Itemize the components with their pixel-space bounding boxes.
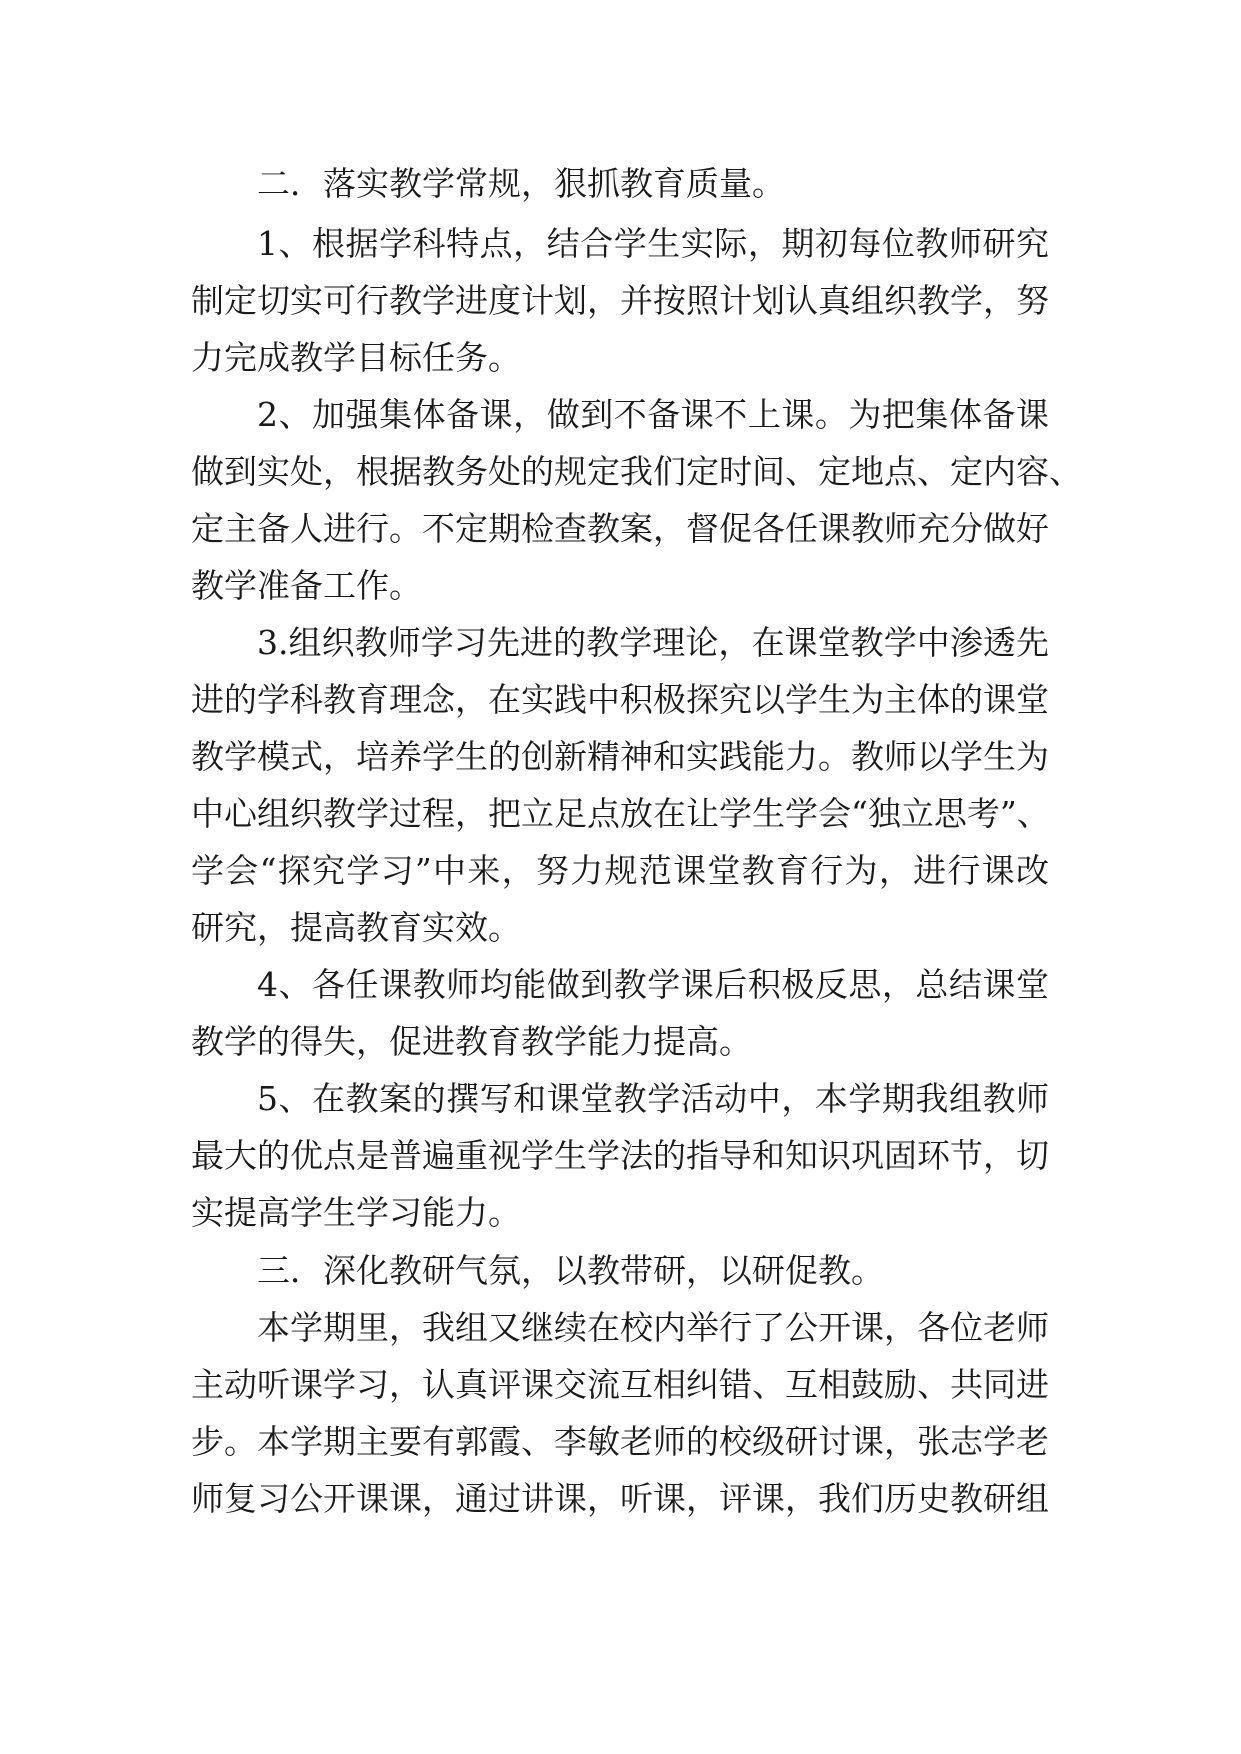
heading-section-3: 三．深化教研气氛，以教带研，以研促教。 xyxy=(257,1251,884,1290)
paragraph-line: 最大的优点是普遍重视学生学法的指导和知识巩固环节，切 xyxy=(191,1136,1049,1175)
paragraph-line: 实提高学生学习能力。 xyxy=(191,1193,521,1232)
paragraph-line: 4、各任课教师均能做到教学课后积极反思，总结课堂 xyxy=(257,965,1049,1004)
paragraph-line: 学会“探究学习”中来，努力规范课堂教育行为，进行课改 xyxy=(191,851,1049,890)
paragraph-line: 力完成教学目标任务。 xyxy=(191,338,521,377)
paragraph-line: 研究，提高教育实效。 xyxy=(191,908,521,947)
paragraph-line: 1、根据学科特点，结合学生实际，期初每位教师研究 xyxy=(257,224,1049,263)
paragraph-line: 2、加强集体备课，做到不备课不上课。为把集体备课 xyxy=(257,395,1049,434)
paragraph-line: 3.组织教师学习先进的教学理论，在课堂教学中渗透先 xyxy=(257,623,1049,662)
heading-section-2: 二．落实教学常规，狠抓教育质量。 xyxy=(257,164,785,203)
paragraph-line: 教学的得失，促进教育教学能力提高。 xyxy=(191,1022,752,1061)
paragraph-line: 主动听课学习，认真评课交流互相纠错、互相鼓励、共同进 xyxy=(191,1365,1049,1404)
paragraph-line: 定主备人进行。不定期检查教案，督促各任课教师充分做好 xyxy=(191,509,1049,548)
paragraph-line: 师复习公开课课，通过讲课，听课，评课，我们历史教研组 xyxy=(191,1479,1049,1518)
paragraph-line: 做到实处，根据教务处的规定我们定时间、定地点、定内容、 xyxy=(191,452,1082,491)
paragraph-line: 制定切实可行教学进度计划，并按照计划认真组织教学，努 xyxy=(191,281,1049,320)
paragraph-line: 5、在教案的撰写和课堂教学活动中，本学期我组教师 xyxy=(257,1079,1049,1118)
paragraph-line: 教学准备工作。 xyxy=(191,566,422,605)
paragraph-line: 进的学科教育理念，在实践中积极探究以学生为主体的课堂 xyxy=(191,680,1049,719)
paragraph-line: 教学模式，培养学生的创新精神和实践能力。教师以学生为 xyxy=(191,737,1049,776)
paragraph-line: 步。本学期主要有郭霞、李敏老师的校级研讨课，张志学老 xyxy=(191,1422,1049,1461)
paragraph-line: 本学期里，我组又继续在校内举行了公开课，各位老师 xyxy=(257,1308,1049,1347)
paragraph-line: 中心组织教学过程，把立足点放在让学生学会“独立思考”、 xyxy=(191,794,1050,833)
